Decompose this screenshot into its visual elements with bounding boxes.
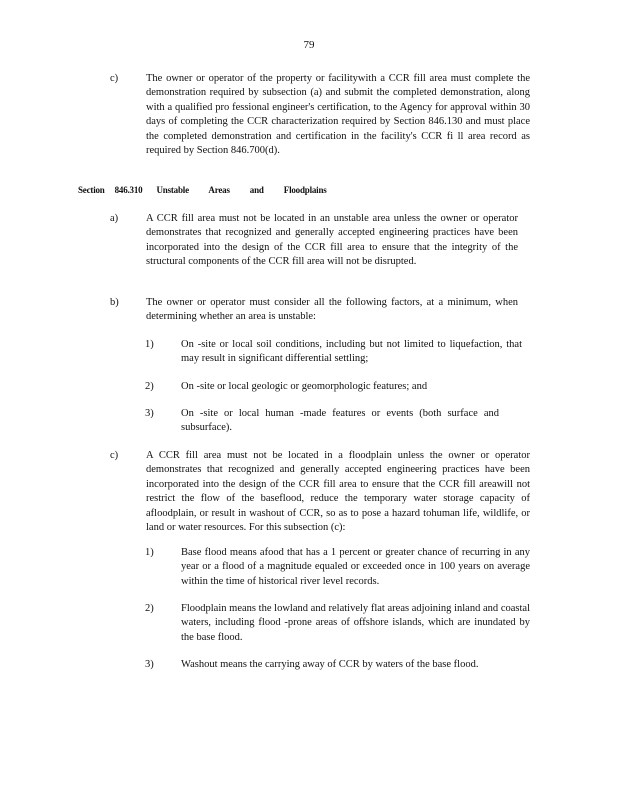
item-label: b): [110, 297, 119, 308]
item-text: The owner or operator of the property or facilitywith a CCR fill area must complete the demonstration required by subsection (a) and submit the completed demonstration, along with a qualified pro fessional engineer's certification, to the Agency for approval within 30 days of completing the CCR characterization required by Section 846.130 and must place the completed demonstration and certification in the facility's CCR fi ll area record as required by Section 846.700(d).: [146, 73, 530, 157]
subitem-label: 1): [145, 547, 154, 558]
item-label: c): [110, 450, 119, 461]
item-label: c): [110, 73, 119, 84]
item-text: The owner or operator must consider all the following factors, at a minimum, when determining whether an area is unstable:: [146, 297, 518, 323]
subitem-text: On -site or local human -made features or events (both surface and subsurface).: [181, 408, 499, 434]
section-title: Unstable Areas and Floodplains: [156, 185, 327, 195]
subitem-text: On -site or local soil conditions, including but not limited to liquefaction, that may result in significant differential settling;: [181, 339, 522, 365]
subitem-text: Floodplain means the lowland and relatively flat areas adjoining inland and coastal waters, including flood -prone areas of offshore islands, which are inundated by the base flood.: [181, 603, 530, 643]
subitem-text: On -site or local geologic or geomorphologic features; and: [181, 381, 428, 392]
section-number: 846.310: [114, 185, 143, 195]
item-label: a): [110, 213, 119, 224]
subitem-label: 3): [145, 659, 154, 670]
subitem-text: Base flood means afood that has a 1 percent or greater chance of recurring in any year or a flood of a magnitude equaled or exceeded once in 100 years on average within the time of historical river level records.: [181, 547, 530, 587]
subitem-label: 2): [145, 381, 154, 392]
subitem-text: Washout means the carrying away of CCR by waters of the base flood.: [181, 659, 479, 670]
item-text: A CCR fill area must not be located in an unstable area unless the owner or operator demonstrates that recognized and generally accepted engineering practices have been incorporated into the design of the CCR fill area to ensure that the integrity of the structural components of the CCR fill area will not be disrupted.: [146, 213, 518, 268]
item-text: A CCR fill area must not be located in a floodplain unless the owner or operator demonstrates that recognized and generally accepted engineering practices have been incorporated into the design of the CCR fill area to ensure that the CCR fill areawill not restrict the flow of the baseflood, reduce the temporary water storage capacity of afloodplain, or result in washout of CCR, so as to pose a hazard tohuman life, wildlife, or land or water resources. For this subsection (c):: [146, 450, 530, 534]
subitem-label: 1): [145, 339, 154, 350]
subitem-label: 2): [145, 603, 154, 614]
section-heading: [78, 183, 327, 197]
page-number: 79: [303, 39, 315, 51]
subitem-label: 3): [145, 408, 154, 419]
section-word: Section: [78, 185, 105, 195]
